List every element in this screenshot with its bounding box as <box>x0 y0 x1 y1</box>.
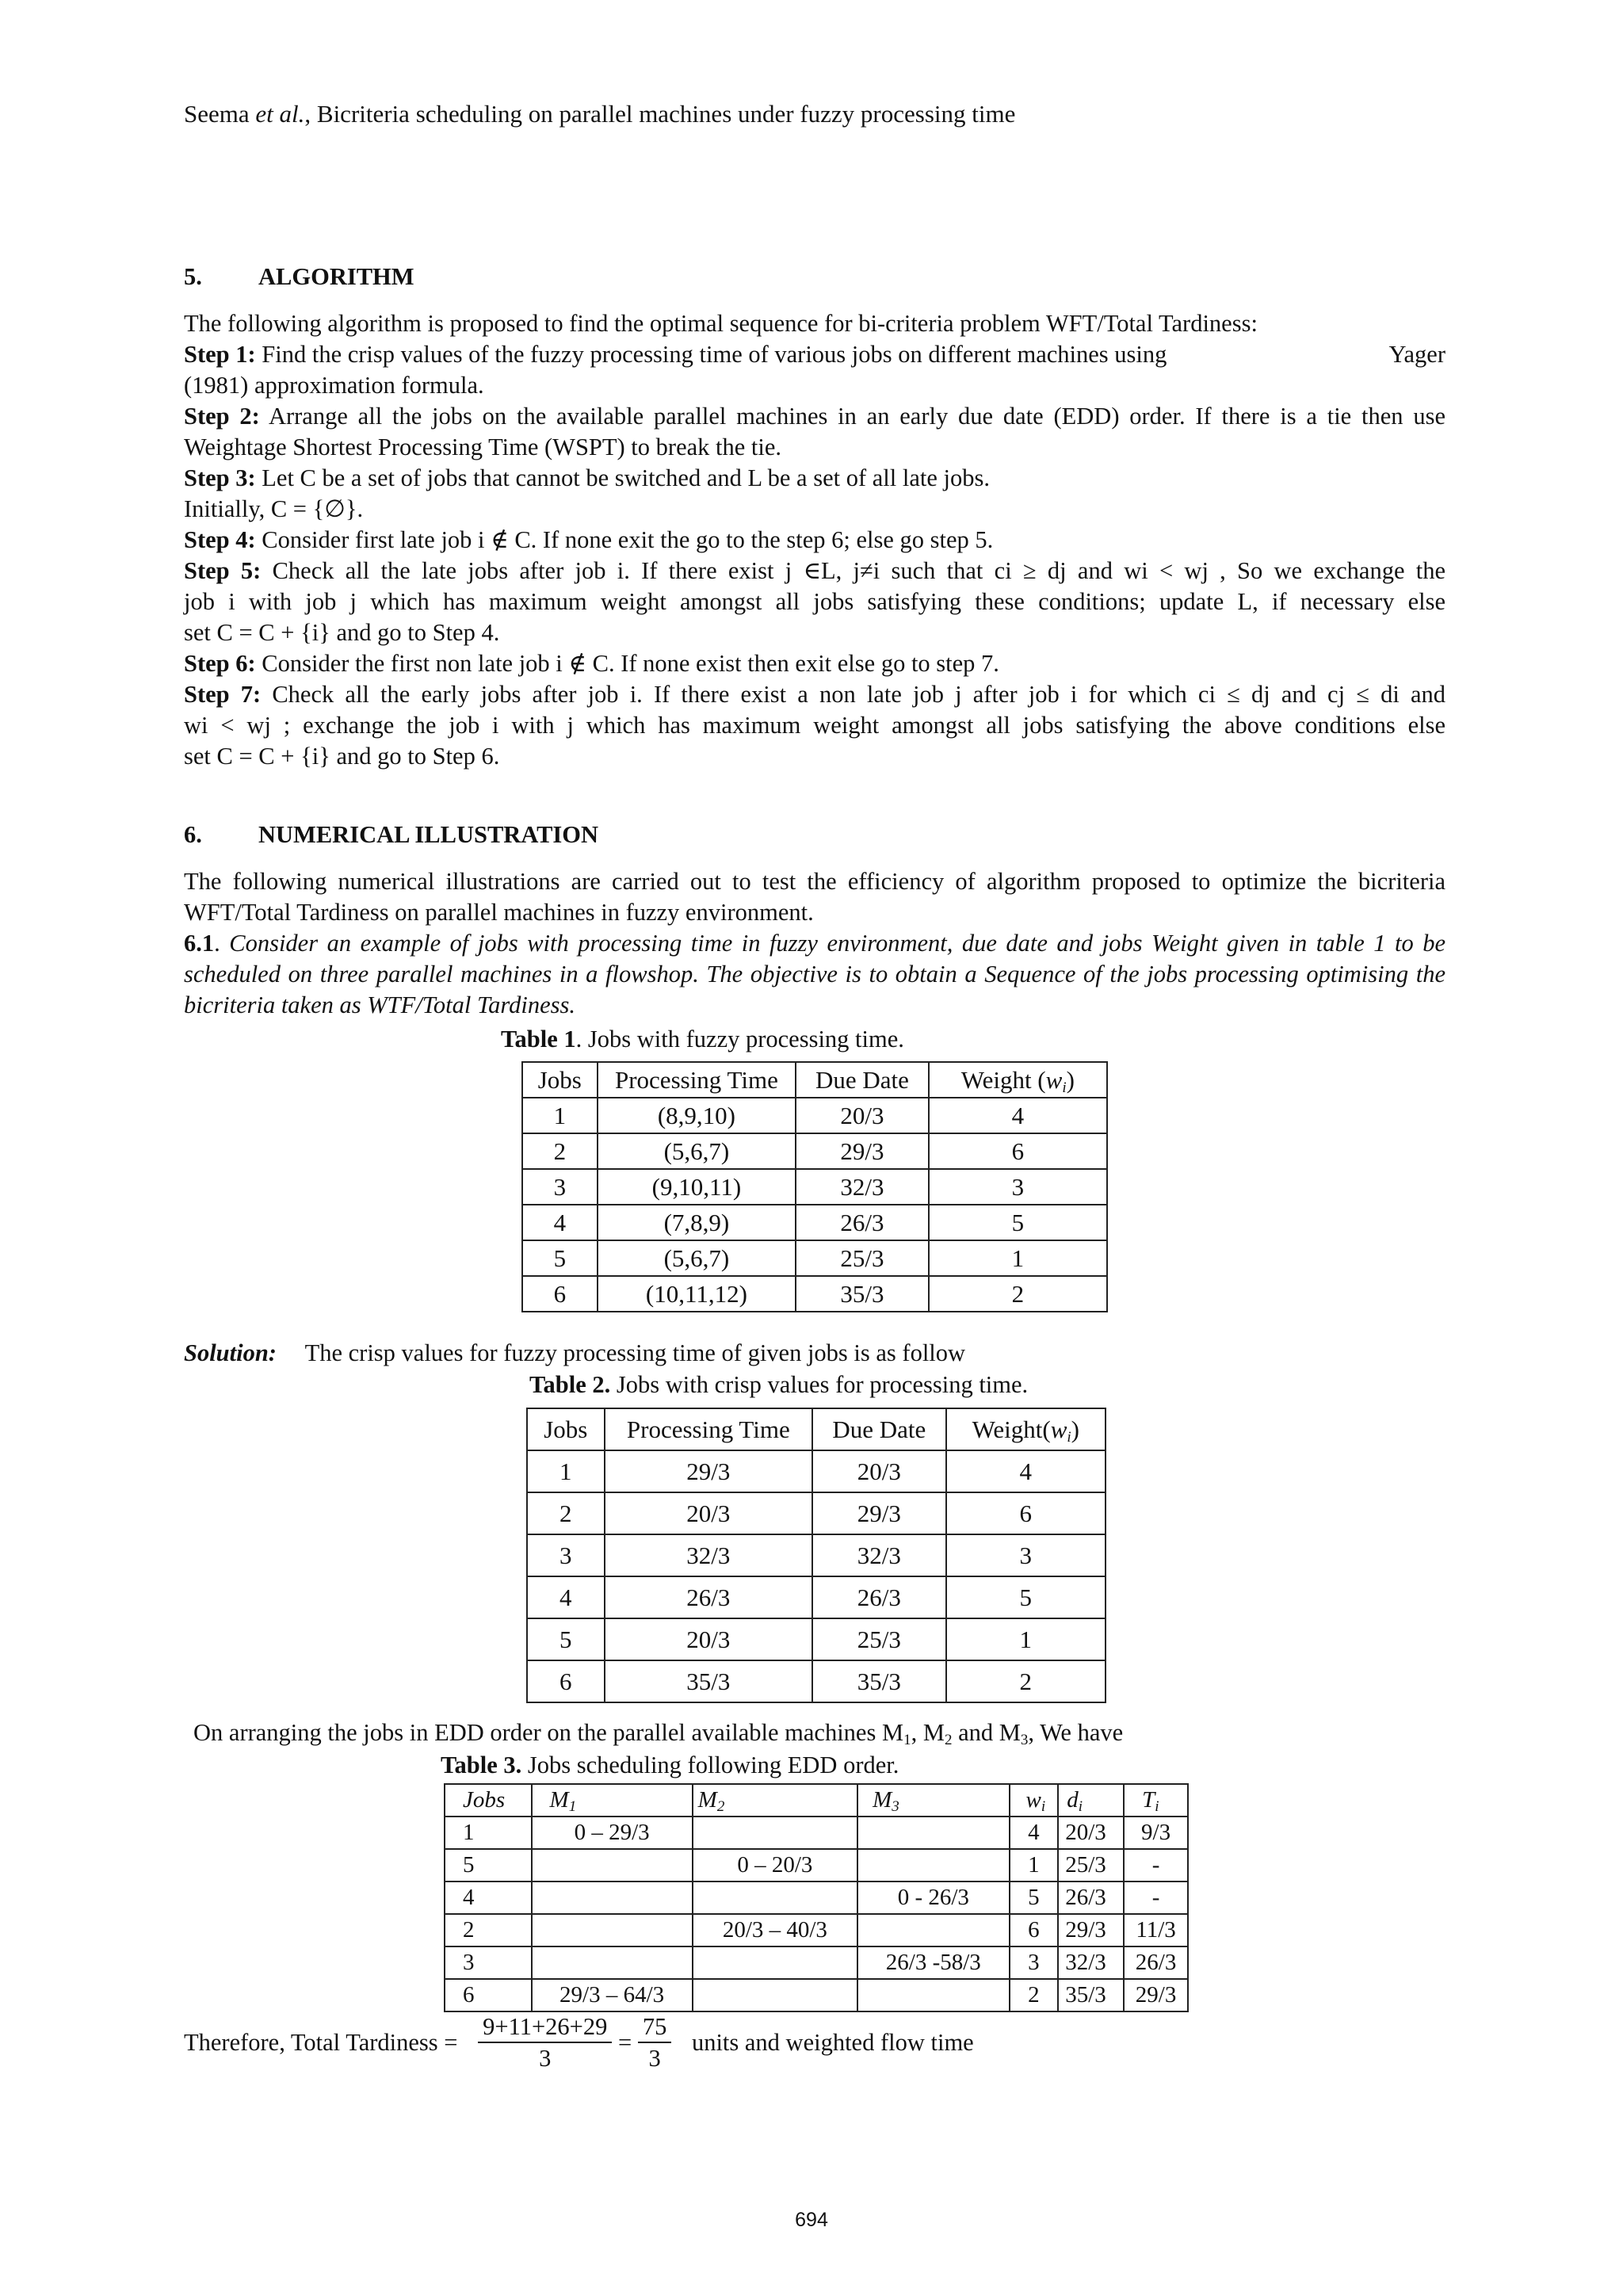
table-3-header-cell: Jobs <box>445 1784 532 1817</box>
table3-cell: - <box>1124 1849 1188 1881</box>
table3-cell <box>532 1914 693 1946</box>
table3-cell <box>532 1946 693 1979</box>
table3-cell: 20/3 <box>1058 1817 1124 1849</box>
table3-cell: 26/3 -58/3 <box>857 1946 1009 1979</box>
table1-cell: 5 <box>929 1205 1107 1240</box>
table1-cell: 4 <box>929 1098 1107 1133</box>
table3-cell: 2 <box>1010 1979 1059 2011</box>
step-5 <box>184 556 1445 586</box>
table3-cell: 32/3 <box>1058 1946 1124 1979</box>
tardiness-fraction-2 <box>638 2011 672 2073</box>
section-5-heading <box>184 262 414 292</box>
table2-cell: 2 <box>946 1660 1106 1702</box>
total-tardiness-line <box>184 2011 974 2073</box>
table-2-caption-label: Table 2. <box>529 1371 611 1398</box>
example-text: Consider an example of jobs with processing time in fuzzy environment, due date and jobs Weight given in table 1 to be scheduled on three parallel machines in a flowshop. The objective is to obtain a Sequence of the jobs processing optimising the bicriteria taken as WTF/Total Tardiness. <box>184 930 1446 1018</box>
table1-cell: 2 <box>929 1276 1107 1312</box>
table1-cell: (5,6,7) <box>598 1133 796 1169</box>
table3-cell <box>532 1881 693 1914</box>
table-3-header-cell: $M_3$ <box>857 1784 1009 1817</box>
table2-cell: 3 <box>527 1534 605 1576</box>
step-1-yager: Yager <box>1388 341 1445 368</box>
table3-cell: 6 <box>445 1979 532 2011</box>
table3-cell: 29/3 <box>1124 1979 1188 2011</box>
table1-cell: 5 <box>522 1240 598 1276</box>
section-5-title: ALGORITHM <box>258 263 414 290</box>
table3-cell <box>693 1946 857 1979</box>
table1-cell: (5,6,7) <box>598 1240 796 1276</box>
step-7 <box>184 679 1445 710</box>
table-3-caption-label: Table 3. <box>441 1752 522 1778</box>
running-head <box>184 98 1015 129</box>
table2-cell: 20/3 <box>605 1618 812 1660</box>
table-2-header-cell: $Weight(w_i)$ <box>946 1408 1106 1450</box>
step-2-label: Step 2: <box>184 403 260 430</box>
table2-cell: 1 <box>946 1618 1106 1660</box>
table1-row <box>522 1098 1107 1133</box>
table-1-header-cell: Processing Time <box>598 1062 796 1098</box>
table1-cell: (9,10,11) <box>598 1169 796 1205</box>
table3-cell <box>532 1849 693 1881</box>
table1-cell: (7,8,9) <box>598 1205 796 1240</box>
solution-label: Solution: <box>184 1339 277 1366</box>
table3-cell: 5 <box>445 1849 532 1881</box>
table-1-caption <box>501 1024 904 1055</box>
step-7-line-1: Check all the early jobs after job i. If there exist a non late job j after job i for which ci ≤ dj and cj ≤ di and <box>272 681 1446 708</box>
table1-cell: 35/3 <box>796 1276 929 1312</box>
step-6-label: Step 6: <box>184 650 256 677</box>
table3-cell <box>693 1979 857 2011</box>
table1-cell: 3 <box>929 1169 1107 1205</box>
table2-cell: 26/3 <box>605 1576 812 1618</box>
table3-cell: 3 <box>445 1946 532 1979</box>
table2-row <box>527 1492 1106 1534</box>
table-3-header-cell: $M_1$ <box>532 1784 693 1817</box>
table3-row <box>445 1946 1188 1979</box>
step-1-label: Step 1: <box>184 341 256 368</box>
table-3-header-row <box>445 1784 1188 1817</box>
table3-cell: 1 <box>1010 1849 1059 1881</box>
equals-sign: = <box>617 2028 632 2056</box>
table2-cell: 26/3 <box>812 1576 946 1618</box>
step-6-text: Consider the first non late job i ∉ C. If none exist then exit else go to step 7. <box>262 650 999 677</box>
table3-cell: 5 <box>1010 1881 1059 1914</box>
table2-cell: 29/3 <box>605 1450 812 1492</box>
table3-cell: 3 <box>1010 1946 1059 1979</box>
total-tardiness-prefix: Therefore, Total Tardiness = <box>184 2028 458 2056</box>
table1-row <box>522 1169 1107 1205</box>
table2-cell: 32/3 <box>605 1534 812 1576</box>
table2-cell: 4 <box>946 1450 1106 1492</box>
table-2-header-cell: Due Date <box>812 1408 946 1450</box>
table3-cell: 35/3 <box>1058 1979 1124 2011</box>
table-3-header-cell: $M_2$ <box>693 1784 857 1817</box>
table2-cell: 32/3 <box>812 1534 946 1576</box>
table2-cell: 35/3 <box>812 1660 946 1702</box>
solution-line <box>184 1338 965 1369</box>
table2-row <box>527 1450 1106 1492</box>
tardiness-fraction-1-denominator: 3 <box>539 2045 552 2072</box>
table-3-header-cell: $d_i$ <box>1058 1784 1124 1817</box>
table-2-caption-text: Jobs with crisp values for processing time. <box>610 1371 1029 1398</box>
table3-cell <box>693 1817 857 1849</box>
step-6 <box>184 648 1445 679</box>
table1-cell: 6 <box>929 1133 1107 1169</box>
table3-cell: 0 – 29/3 <box>532 1817 693 1849</box>
step-7-label: Step 7: <box>184 681 262 708</box>
solution-text: The crisp values for fuzzy processing time of given jobs is as follow <box>304 1339 966 1366</box>
tardiness-fraction-2-denominator: 3 <box>648 2045 661 2072</box>
table-1 <box>521 1061 1108 1312</box>
table3-cell: 0 – 20/3 <box>693 1849 857 1881</box>
table1-cell: 25/3 <box>796 1240 929 1276</box>
table-2-header-cell: Processing Time <box>605 1408 812 1450</box>
step-1-continued: (1981) approximation formula. <box>184 372 484 399</box>
table1-cell: (8,9,10) <box>598 1098 796 1133</box>
table-1-header-cell: Jobs <box>522 1062 598 1098</box>
table-2-caption <box>529 1370 1028 1400</box>
table3-cell <box>857 1849 1009 1881</box>
table2-cell: 3 <box>946 1534 1106 1576</box>
tardiness-fraction-1 <box>478 2011 612 2073</box>
table3-cell <box>857 1914 1009 1946</box>
table1-cell: 20/3 <box>796 1098 929 1133</box>
table-3 <box>444 1783 1189 2012</box>
table1-cell: 1 <box>522 1098 598 1133</box>
example-number: 6.1 <box>184 930 215 957</box>
table1-row <box>522 1276 1107 1312</box>
table1-row <box>522 1240 1107 1276</box>
table3-cell: 11/3 <box>1124 1914 1188 1946</box>
step-1 <box>184 339 1445 370</box>
table2-row <box>527 1660 1106 1702</box>
table3-cell: - <box>1124 1881 1188 1914</box>
section-6-title: NUMERICAL ILLUSTRATION <box>258 821 599 848</box>
step-4 <box>184 525 1445 556</box>
table3-cell: 26/3 <box>1124 1946 1188 1979</box>
section-6-number: 6. <box>184 821 202 848</box>
step-2-text: Arrange all the jobs on the available parallel machines in an early due date (EDD) order. If there is a tie then use Weightage Shortest Processing Time (WSPT) to break the tie. <box>184 403 1445 460</box>
table-2-header-row <box>527 1408 1106 1450</box>
section-6-heading <box>184 819 598 850</box>
table1-cell: (10,11,12) <box>598 1276 796 1312</box>
table-3-header-cell: $w_i$ <box>1010 1784 1059 1817</box>
running-head-etal: et al. <box>255 100 305 128</box>
table3-cell: 29/3 <box>1058 1914 1124 1946</box>
table2-cell: 5 <box>946 1576 1106 1618</box>
step-5-line-1: Check all the late jobs after job i. If there exist j ∈L, j≠i such that ci ≥ dj and wi < wj , So we exchange the <box>272 557 1446 584</box>
step-1-text: Find the crisp values of the fuzzy processing time of various jobs on different machines using <box>262 341 1167 368</box>
table2-cell: 1 <box>527 1450 605 1492</box>
table2-cell: 20/3 <box>812 1450 946 1492</box>
table-1-caption-text: . Jobs with fuzzy processing time. <box>575 1026 904 1052</box>
step-3-label: Step 3: <box>184 464 256 491</box>
section-5-number: 5. <box>184 263 202 290</box>
table2-row <box>527 1534 1106 1576</box>
total-tardiness-suffix: units and weighted flow time <box>691 2028 974 2056</box>
table3-cell: 20/3 – 40/3 <box>693 1914 857 1946</box>
table3-row <box>445 1979 1188 2011</box>
table3-cell: 0 - 26/3 <box>857 1881 1009 1914</box>
illustration-intro: The following numerical illustrations are carried out to test the efficiency of algorithm proposed to optimize the bicriteria WFT/Total Tardiness on parallel machines in fuzzy environment. <box>184 868 1445 926</box>
table2-cell: 6 <box>527 1660 605 1702</box>
illustration-body <box>184 866 1445 1021</box>
table-1-caption-label: Table 1 <box>501 1026 576 1052</box>
table1-cell: 32/3 <box>796 1169 929 1205</box>
table2-cell: 4 <box>527 1576 605 1618</box>
step-5-label: Step 5: <box>184 557 262 584</box>
table-3-caption-text: Jobs scheduling following EDD order. <box>521 1752 899 1778</box>
table3-cell <box>857 1817 1009 1849</box>
table2-row <box>527 1618 1106 1660</box>
table2-cell: 2 <box>527 1492 605 1534</box>
table-2-header-cell: Jobs <box>527 1408 605 1450</box>
table-2 <box>526 1408 1106 1703</box>
table2-row <box>527 1576 1106 1618</box>
table-3-header-cell: $T_i$ <box>1124 1784 1188 1817</box>
table2-cell: 6 <box>946 1492 1106 1534</box>
table-3-caption <box>441 1750 899 1781</box>
table2-cell: 29/3 <box>812 1492 946 1534</box>
table1-cell: 2 <box>522 1133 598 1169</box>
table3-cell: 9/3 <box>1124 1817 1188 1849</box>
table1-cell: 6 <box>522 1276 598 1312</box>
step-7-line-3: set C = C + {i} and go to Step 6. <box>184 743 500 770</box>
step-3 <box>184 463 1445 494</box>
table-1-header-cell: Due Date <box>796 1062 929 1098</box>
table3-row <box>445 1914 1188 1946</box>
table3-cell: 1 <box>445 1817 532 1849</box>
table1-row <box>522 1133 1107 1169</box>
step-3-text: Let C be a set of jobs that cannot be switched and L be a set of all late jobs. <box>262 464 990 491</box>
page-number: 694 <box>795 2209 828 2231</box>
edd-sentence: On arranging the jobs in EDD order on the parallel available machines $M_1$, $M_2$ and $M_3$, We have <box>193 1719 1124 1748</box>
table-1-header-row <box>522 1062 1107 1098</box>
step-2 <box>184 401 1445 463</box>
table3-cell: 4 <box>445 1881 532 1914</box>
step-4-label: Step 4: <box>184 526 256 553</box>
step-4-text: Consider first late job i ∉ C. If none exit the go to the step 6; else go step 5. <box>262 526 994 553</box>
table2-cell: 25/3 <box>812 1618 946 1660</box>
table3-cell: 2 <box>445 1914 532 1946</box>
table3-cell: 6 <box>1010 1914 1059 1946</box>
running-head-authors: Seema <box>184 100 250 128</box>
table3-row <box>445 1881 1188 1914</box>
step-7-line-2: wi < wj ; exchange the job i with j which has maximum weight amongst all jobs satisfying the above conditions else <box>184 712 1445 739</box>
example-6-1: 6.1. Consider an example of jobs with processing time in fuzzy environment, due date and jobs Weight given in table 1 to be scheduled on three parallel machines in a flowshop. The objective is to obtain a Sequence of the jobs processing optimising the bicriteria taken as WTF/Total Tardiness. <box>184 930 1446 1018</box>
table3-cell: 4 <box>1010 1817 1059 1849</box>
tardiness-fraction-2-numerator: 75 <box>638 2011 672 2043</box>
step-5-line-3: set C = C + {i} and go to Step 4. <box>184 619 500 646</box>
table3-row <box>445 1817 1188 1849</box>
algorithm-body <box>184 308 1445 772</box>
table3-cell <box>693 1881 857 1914</box>
step-3-initial: Initially, C = {∅}. <box>184 495 364 522</box>
tardiness-fraction-1-numerator: 9+11+26+29 <box>478 2011 612 2043</box>
table2-cell: 5 <box>527 1618 605 1660</box>
table3-cell: 29/3 – 64/3 <box>532 1979 693 2011</box>
table3-cell: 25/3 <box>1058 1849 1124 1881</box>
step-5-line-2: job i with job j which has maximum weight amongst all jobs satisfying these conditions; update L, if necessary else <box>184 588 1445 615</box>
running-head-title: , Bicriteria scheduling on parallel machines under fuzzy processing time <box>304 100 1016 128</box>
algorithm-intro: The following algorithm is proposed to find the optimal sequence for bi-criteria problem WFT/Total Tardiness: <box>184 310 1258 337</box>
table2-cell: 35/3 <box>605 1660 812 1702</box>
table3-cell <box>857 1979 1009 2011</box>
table1-cell: 4 <box>522 1205 598 1240</box>
table2-cell: 20/3 <box>605 1492 812 1534</box>
table3-row <box>445 1849 1188 1881</box>
table1-cell: 1 <box>929 1240 1107 1276</box>
table1-cell: 3 <box>522 1169 598 1205</box>
table-1-header-cell: Weight $(w_i)$ <box>929 1062 1107 1098</box>
table1-row <box>522 1205 1107 1240</box>
table1-cell: 26/3 <box>796 1205 929 1240</box>
table1-cell: 29/3 <box>796 1133 929 1169</box>
table3-cell: 26/3 <box>1058 1881 1124 1914</box>
